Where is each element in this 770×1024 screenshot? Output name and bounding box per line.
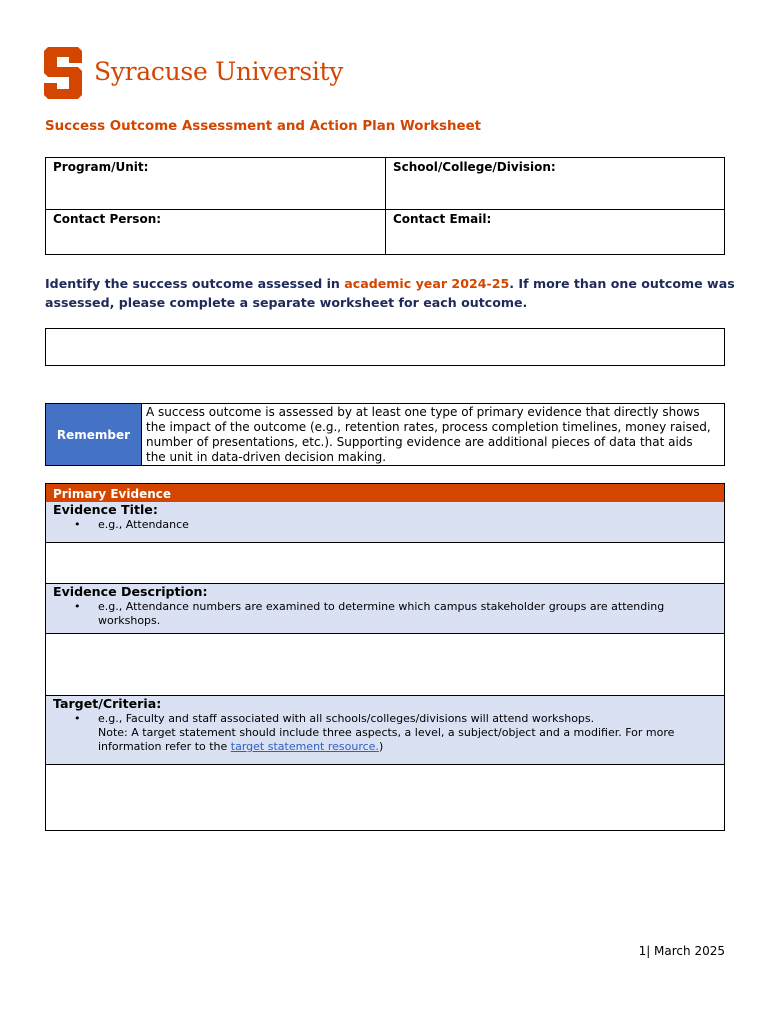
contact-email-label: Contact Email: [393,212,492,226]
evidence-description-example: e.g., Attendance numbers are examined to determine which campus stakeholder groups are attending workshops. [98,600,665,627]
instruction-part2: . If more than one outcome was assessed, please complete a separate worksheet for each outcome. [45,276,735,310]
evidence-title-answer[interactable] [46,543,724,583]
instruction-part1: Identify the success outcome assessed in [45,276,345,291]
bullet-icon: • [74,600,81,613]
remember-box [45,403,725,466]
evidence-title-section [46,502,724,543]
evidence-description-section [46,583,724,634]
evidence-description-label: Evidence Description: [53,584,208,599]
logo-wordmark: Syracuse University [94,56,344,86]
school-label: School/College/Division: [393,160,556,174]
document-title: Success Outcome Assessment and Action Plan Worksheet [45,119,482,134]
target-note-text: Note: A target statement should include three aspects, a level, a subject/object and a modifier. For more information refer to the [98,726,675,753]
primary-evidence-table [45,483,725,831]
page-footer: 1| March 2025 [638,944,725,958]
program-info-table [45,157,725,255]
instruction-text [45,274,735,312]
evidence-description-answer[interactable] [46,634,724,695]
contact-person-label: Contact Person: [53,212,162,226]
program-unit-cell[interactable] [46,158,386,210]
target-criteria-answer[interactable] [46,765,724,830]
evidence-title-label: Evidence Title: [53,502,158,517]
bullet-icon: • [74,518,81,531]
target-criteria-example [98,712,708,754]
block-s-logo-icon [44,47,82,99]
success-outcome-field[interactable] [45,328,725,366]
target-example-text: e.g., Faculty and staff associated with all schools/colleges/divisions will attend workshops. [98,712,595,725]
school-college-division-cell[interactable] [386,158,724,210]
primary-evidence-header: Primary Evidence [46,484,724,502]
bullet-icon: • [74,712,81,725]
target-criteria-label: Target/Criteria: [53,696,162,711]
remember-label: Remember [46,404,142,465]
contact-email-cell[interactable] [386,210,724,254]
evidence-title-example: e.g., Attendance [98,518,189,531]
instruction-highlight: academic year 2024-25 [344,276,510,291]
target-statement-resource-link[interactable]: target statement resource. [230,740,379,753]
contact-person-cell[interactable] [46,210,386,254]
program-unit-label: Program/Unit: [53,160,149,174]
syracuse-logo [44,47,343,99]
target-criteria-section [46,695,724,765]
target-note-end: ) [378,740,384,753]
remember-text: A success outcome is assessed by at least one type of primary evidence that directly shows the impact of the outcome (e.g., retention rates, process completion timelines, money raised, number of presentations, etc.). Supporting evidence are additional pieces of data that aids the unit in data-driven decision making. [146,405,711,464]
